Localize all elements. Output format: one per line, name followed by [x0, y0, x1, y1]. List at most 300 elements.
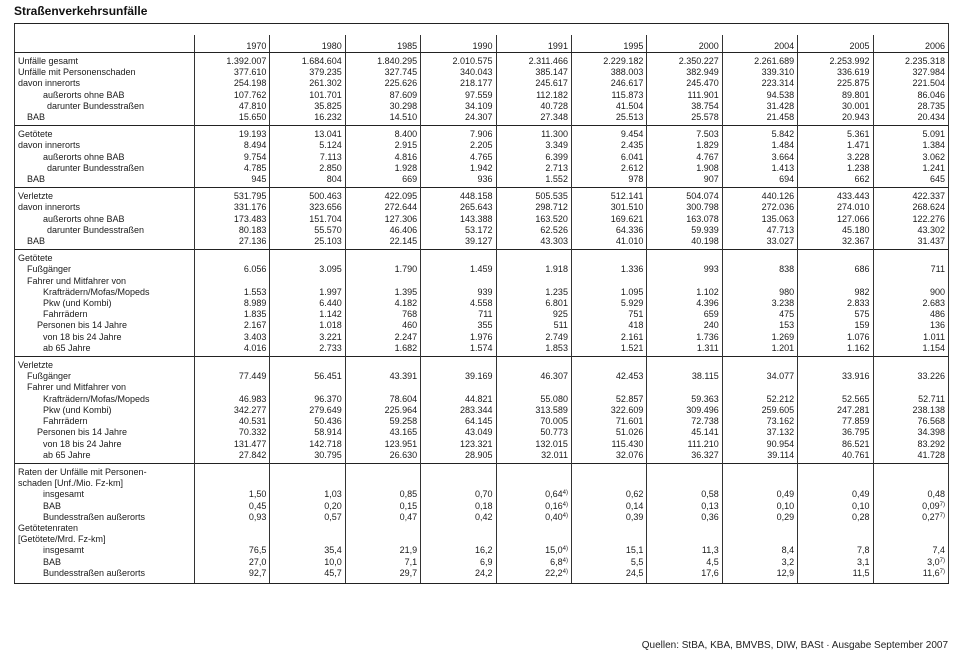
cell-value: 30.298: [389, 100, 418, 111]
cell-value: 45.141: [691, 427, 719, 438]
cell-value: 6.440: [319, 298, 342, 309]
table-cell: [722, 439, 797, 450]
table-cell: [421, 568, 496, 584]
row-label: BAB: [15, 557, 195, 568]
cell-value: 37.132: [766, 427, 795, 438]
table-row: [15, 140, 949, 151]
cell-value: 1,03: [324, 489, 342, 500]
cell-value: 486: [929, 309, 945, 320]
cell-value: 2.833: [846, 298, 870, 309]
table-cell: [345, 343, 420, 357]
table-cell: [270, 463, 345, 478]
cell-value: 111.901: [687, 89, 719, 100]
cell-value: 40.728: [540, 100, 568, 111]
footnote-marker: 4): [562, 568, 568, 575]
table-cell: [345, 501, 420, 512]
table-cell: [421, 382, 496, 393]
cell-value: 4.765: [470, 151, 493, 162]
table-cell: [421, 309, 496, 320]
table-cell: [798, 126, 873, 141]
cell-value: 8.494: [243, 140, 267, 151]
table-cell: [195, 371, 270, 382]
table-cell: [647, 188, 722, 203]
cell-value: 45,7: [324, 567, 342, 578]
table-cell: [496, 298, 571, 309]
cell-value: 254.198: [233, 78, 267, 89]
cell-value: 4,5: [706, 556, 719, 567]
table-cell: [421, 478, 496, 489]
cell-value: 53.172: [465, 224, 493, 235]
table-header: [15, 24, 949, 53]
cell-value: 4.816: [394, 151, 418, 162]
table-cell: [421, 250, 496, 265]
table-cell: [722, 557, 797, 568]
row-label: davon innerorts: [15, 140, 195, 151]
cell-value: 39.114: [767, 449, 795, 460]
table-cell: [722, 67, 797, 78]
cell-value: 1.790: [394, 264, 418, 275]
cell-value: 38.754: [691, 100, 719, 111]
table-cell: [873, 298, 948, 309]
cell-value: 1.459: [470, 264, 493, 275]
table-cell: [270, 101, 345, 112]
cell-value: 26.630: [389, 449, 418, 460]
cell-value: 355: [477, 320, 493, 331]
cell-value: 127.066: [836, 213, 870, 224]
cell-value: 20.943: [841, 112, 870, 123]
table-cell: [722, 140, 797, 151]
cell-value: 1.918: [545, 264, 568, 275]
footnote-marker: 4): [562, 512, 568, 519]
cell-value: 25.103: [314, 236, 342, 247]
table-cell: [722, 214, 797, 225]
table-cell: [195, 287, 270, 298]
cell-value: 0,29: [776, 511, 795, 522]
row-label: insgesamt: [15, 545, 195, 556]
table-cell: [571, 557, 646, 568]
table-cell: [571, 439, 646, 450]
cell-value: 0,18: [475, 500, 493, 511]
cell-value: 298.712: [535, 202, 568, 213]
cell-value: 72.738: [691, 416, 719, 427]
table-cell: [647, 101, 722, 112]
cell-value: 52.711: [918, 393, 945, 404]
table-row: [15, 225, 949, 236]
row-label: Getötetenraten: [15, 523, 195, 534]
table-cell: [496, 236, 571, 250]
footnote-marker: 7): [939, 501, 945, 508]
cell-value: 87.609: [389, 89, 418, 100]
cell-value: 52.212: [766, 393, 795, 404]
cell-value: 8.400: [394, 129, 418, 140]
table-cell: [496, 545, 571, 556]
cell-value: 3,1: [857, 556, 870, 567]
cell-value: 50.773: [540, 427, 568, 438]
table-row: [15, 343, 949, 357]
cell-value: 78.604: [389, 393, 418, 404]
footnote-marker: 7): [939, 557, 945, 564]
cell-value: 240: [703, 320, 719, 331]
table-row: [15, 534, 949, 545]
cell-value: 336.619: [836, 67, 870, 78]
table-cell: [798, 152, 873, 163]
table-cell: [571, 427, 646, 438]
table-cell: [873, 427, 948, 438]
cell-value: 7,1: [404, 556, 418, 567]
table-cell: [647, 478, 722, 489]
cell-value: 2.683: [922, 298, 945, 309]
table-cell: [873, 478, 948, 489]
table-cell: [195, 557, 270, 568]
table-cell: [647, 489, 722, 500]
cell-value: 34.398: [917, 427, 945, 438]
table-cell: [722, 78, 797, 89]
table-row: [15, 78, 949, 89]
table-cell: [345, 287, 420, 298]
table-row: [15, 250, 949, 265]
table-cell: [421, 489, 496, 500]
cell-value: 64.145: [465, 416, 493, 427]
table-cell: [571, 112, 646, 126]
cell-value: 22,2: [545, 567, 563, 578]
table-cell: [345, 276, 420, 287]
table-cell: [195, 53, 270, 68]
cell-value: 73.162: [766, 416, 795, 427]
table-cell: [421, 332, 496, 343]
table-cell: [496, 188, 571, 203]
cell-value: 1.484: [771, 140, 795, 151]
cell-value: 115.873: [611, 89, 644, 100]
cell-value: 3.228: [846, 151, 870, 162]
table-cell: [571, 163, 646, 174]
cell-value: 1.018: [319, 320, 342, 331]
row-label: ab 65 Jahre: [15, 450, 195, 464]
table-cell: [270, 568, 345, 584]
cell-value: 1.311: [696, 342, 719, 353]
table-cell: [496, 67, 571, 78]
table-cell: [195, 214, 270, 225]
table-cell: [270, 163, 345, 174]
cell-value: 0,45: [248, 500, 267, 511]
table-cell: [571, 450, 646, 464]
table-row: [15, 202, 949, 213]
table-cell: [647, 53, 722, 68]
table-cell: [873, 320, 948, 331]
row-label: Fahrrädern: [15, 309, 195, 320]
cell-value: 7,4: [932, 545, 945, 556]
cell-value: 21.458: [766, 112, 795, 123]
table-cell: [571, 264, 646, 275]
table-cell: [421, 67, 496, 78]
table-cell: [195, 501, 270, 512]
cell-value: 70.005: [540, 416, 568, 427]
cell-value: 247.281: [836, 404, 870, 415]
table-row: [15, 309, 949, 320]
table-cell: [496, 112, 571, 126]
table-cell: [195, 320, 270, 331]
table-cell: [722, 298, 797, 309]
table-cell: [798, 523, 873, 534]
cell-value: 11,3: [701, 545, 719, 556]
table-cell: [345, 439, 420, 450]
cell-value: 40.761: [841, 449, 870, 460]
cell-value: 694: [779, 174, 795, 185]
cell-value: 2.167: [243, 320, 267, 331]
table-cell: [195, 112, 270, 126]
table-cell: [647, 523, 722, 534]
table-cell: [571, 343, 646, 357]
cell-value: 2.733: [319, 342, 342, 353]
row-label: Pkw (und Kombi): [15, 405, 195, 416]
cell-value: 1.997: [319, 286, 342, 297]
table-cell: [647, 276, 722, 287]
table-cell: [496, 78, 571, 89]
cell-value: 1.076: [846, 331, 870, 342]
cell-value: 24,5: [625, 567, 644, 578]
table-row: [15, 152, 949, 163]
table-row: [15, 439, 949, 450]
table-cell: [798, 343, 873, 357]
table-cell: [496, 276, 571, 287]
table-cell: [722, 394, 797, 405]
cell-value: 6.399: [545, 151, 568, 162]
table-cell: [873, 67, 948, 78]
cell-value: 475: [779, 309, 795, 320]
footnote-marker: 4): [562, 546, 568, 553]
table-cell: [571, 534, 646, 545]
table-cell: [647, 332, 722, 343]
cell-value: 7.113: [319, 151, 342, 162]
table-cell: [722, 188, 797, 203]
table-cell: [647, 298, 722, 309]
table-cell: [798, 276, 873, 287]
cell-value: 151.704: [309, 213, 342, 224]
table-cell: [496, 357, 571, 372]
cell-value: 107.762: [233, 89, 267, 100]
cell-value: 440.126: [761, 191, 795, 202]
table-cell: [722, 126, 797, 141]
cell-value: 35,4: [324, 545, 342, 556]
table-cell: [496, 382, 571, 393]
cell-value: 12,9: [776, 567, 795, 578]
table-cell: [195, 126, 270, 141]
cell-value: 22.145: [389, 236, 418, 247]
table-cell: [647, 439, 722, 450]
cell-value: 76,5: [248, 545, 267, 556]
cell-value: 9.754: [243, 151, 267, 162]
cell-value: 5.929: [620, 298, 644, 309]
cell-value: 2.749: [545, 331, 568, 342]
table-cell: [195, 357, 270, 372]
table-cell: [270, 557, 345, 568]
table-row: [15, 371, 949, 382]
cell-value: 301.510: [610, 202, 644, 213]
cell-value: 309.496: [686, 404, 719, 415]
table-cell: [496, 343, 571, 357]
table-cell: [270, 152, 345, 163]
row-label: [Getötete/Mrd. Fz-km]: [15, 534, 195, 545]
year-header-row: [15, 35, 949, 53]
row-label: Bundesstraßen außerorts: [15, 512, 195, 523]
table-cell: [421, 152, 496, 163]
table-cell: [496, 405, 571, 416]
table-cell: [647, 287, 722, 298]
cell-value: 1.235: [545, 286, 568, 297]
table-cell: [496, 463, 571, 478]
table-cell: [496, 90, 571, 101]
cell-value: 17,6: [701, 567, 719, 578]
cell-value: 33.027: [766, 236, 795, 247]
cell-value: 379.235: [309, 67, 342, 78]
table-cell: [496, 371, 571, 382]
table-row: [15, 236, 949, 250]
table-cell: [647, 320, 722, 331]
cell-value: 83.292: [917, 438, 945, 449]
cell-value: 3.664: [771, 151, 795, 162]
cell-value: 751: [628, 309, 644, 320]
table-cell: [571, 309, 646, 320]
row-label: Getötete: [15, 250, 195, 265]
cell-value: 505.535: [535, 191, 568, 202]
table-row: [15, 489, 949, 500]
table-cell: [647, 501, 722, 512]
cell-value: 71.601: [615, 416, 644, 427]
cell-value: 2.850: [319, 162, 342, 173]
row-label: BAB: [15, 112, 195, 126]
table-cell: [647, 140, 722, 151]
row-label: Fußgänger: [15, 371, 195, 382]
table-cell: [873, 236, 948, 250]
table-cell: [345, 557, 420, 568]
cell-value: 7.906: [470, 129, 493, 140]
table-cell: [195, 202, 270, 213]
row-label: Verletzte: [15, 188, 195, 203]
table-cell: [496, 287, 571, 298]
cell-value: 123.321: [460, 438, 493, 449]
table-cell: [873, 250, 948, 265]
table-cell: [421, 523, 496, 534]
cell-value: 38.115: [691, 371, 719, 382]
cell-value: 2.161: [620, 331, 644, 342]
table-cell: [798, 371, 873, 382]
table-cell: [873, 53, 948, 68]
table-cell: [647, 427, 722, 438]
table-cell: [496, 394, 571, 405]
cell-value: 46.307: [540, 371, 568, 382]
cell-value: 511: [553, 320, 568, 331]
cell-value: 4.785: [243, 162, 267, 173]
table-cell: [571, 545, 646, 556]
table-cell: [571, 214, 646, 225]
table-cell: [571, 140, 646, 151]
table-cell: [195, 545, 270, 556]
table-cell: [873, 332, 948, 343]
table-cell: [195, 534, 270, 545]
table-cell: [873, 534, 948, 545]
cell-value: 980: [779, 286, 795, 297]
cell-value: 80.183: [238, 224, 267, 235]
cell-value: 1.011: [923, 331, 945, 342]
table-cell: [798, 287, 873, 298]
cell-value: 246.617: [610, 78, 644, 89]
table-cell: [270, 90, 345, 101]
table-cell: [270, 264, 345, 275]
table-cell: [647, 568, 722, 584]
table-cell: [873, 439, 948, 450]
cell-value: 225.964: [384, 404, 418, 415]
cell-value: 64.336: [615, 224, 644, 235]
table-cell: [647, 416, 722, 427]
row-label: von 18 bis 24 Jahre: [15, 439, 195, 450]
table-cell: [571, 90, 646, 101]
table-cell: [873, 371, 948, 382]
table-cell: [873, 463, 948, 478]
table-cell: [195, 276, 270, 287]
table-cell: [195, 343, 270, 357]
table-cell: [270, 427, 345, 438]
table-cell: [873, 545, 948, 556]
table-cell: [345, 416, 420, 427]
table-cell: [496, 332, 571, 343]
cell-value: 16,2: [475, 545, 493, 556]
cell-value: 0,36: [701, 511, 719, 522]
table-cell: [722, 202, 797, 213]
table-cell: [195, 523, 270, 534]
cell-value: 76.568: [917, 416, 945, 427]
table-cell: [270, 545, 345, 556]
cell-value: 59.363: [691, 393, 719, 404]
table-cell: [421, 225, 496, 236]
cell-value: 44.821: [465, 393, 493, 404]
table-cell: [647, 405, 722, 416]
cell-value: 0,64: [545, 489, 563, 500]
cell-value: 245.470: [686, 78, 719, 89]
cell-value: 1.682: [394, 342, 418, 353]
cell-value: 0,14: [625, 500, 644, 511]
row-label: Unfälle mit Personenschaden: [15, 67, 195, 78]
table-cell: [496, 534, 571, 545]
table-cell: [571, 152, 646, 163]
cell-value: 28.735: [917, 100, 945, 111]
table-group: [15, 53, 949, 126]
cell-value: 382.949: [686, 67, 719, 78]
table-cell: [873, 512, 948, 523]
cell-value: 1.684.604: [301, 56, 342, 66]
cell-value: 27.136: [238, 236, 267, 247]
table-cell: [873, 202, 948, 213]
table-cell: [345, 250, 420, 265]
cell-value: 70.332: [238, 427, 267, 438]
row-label: Krafträdern/Mofas/Mopeds: [15, 394, 195, 405]
table-cell: [270, 236, 345, 250]
cell-value: 575: [854, 309, 870, 320]
table-cell: [496, 214, 571, 225]
table-cell: [873, 450, 948, 464]
cell-value: 123.951: [384, 438, 418, 449]
cell-value: 43.302: [917, 224, 945, 235]
row-label: von 18 bis 24 Jahre: [15, 332, 195, 343]
table-cell: [496, 450, 571, 464]
table-cell: [722, 264, 797, 275]
table-cell: [345, 152, 420, 163]
table-cell: [270, 450, 345, 464]
table-cell: [798, 357, 873, 372]
cell-value: 1.102: [696, 286, 719, 297]
table-cell: [873, 188, 948, 203]
table-cell: [647, 264, 722, 275]
cell-value: 97.559: [465, 89, 493, 100]
year-header-2005: 2005: [798, 35, 873, 53]
